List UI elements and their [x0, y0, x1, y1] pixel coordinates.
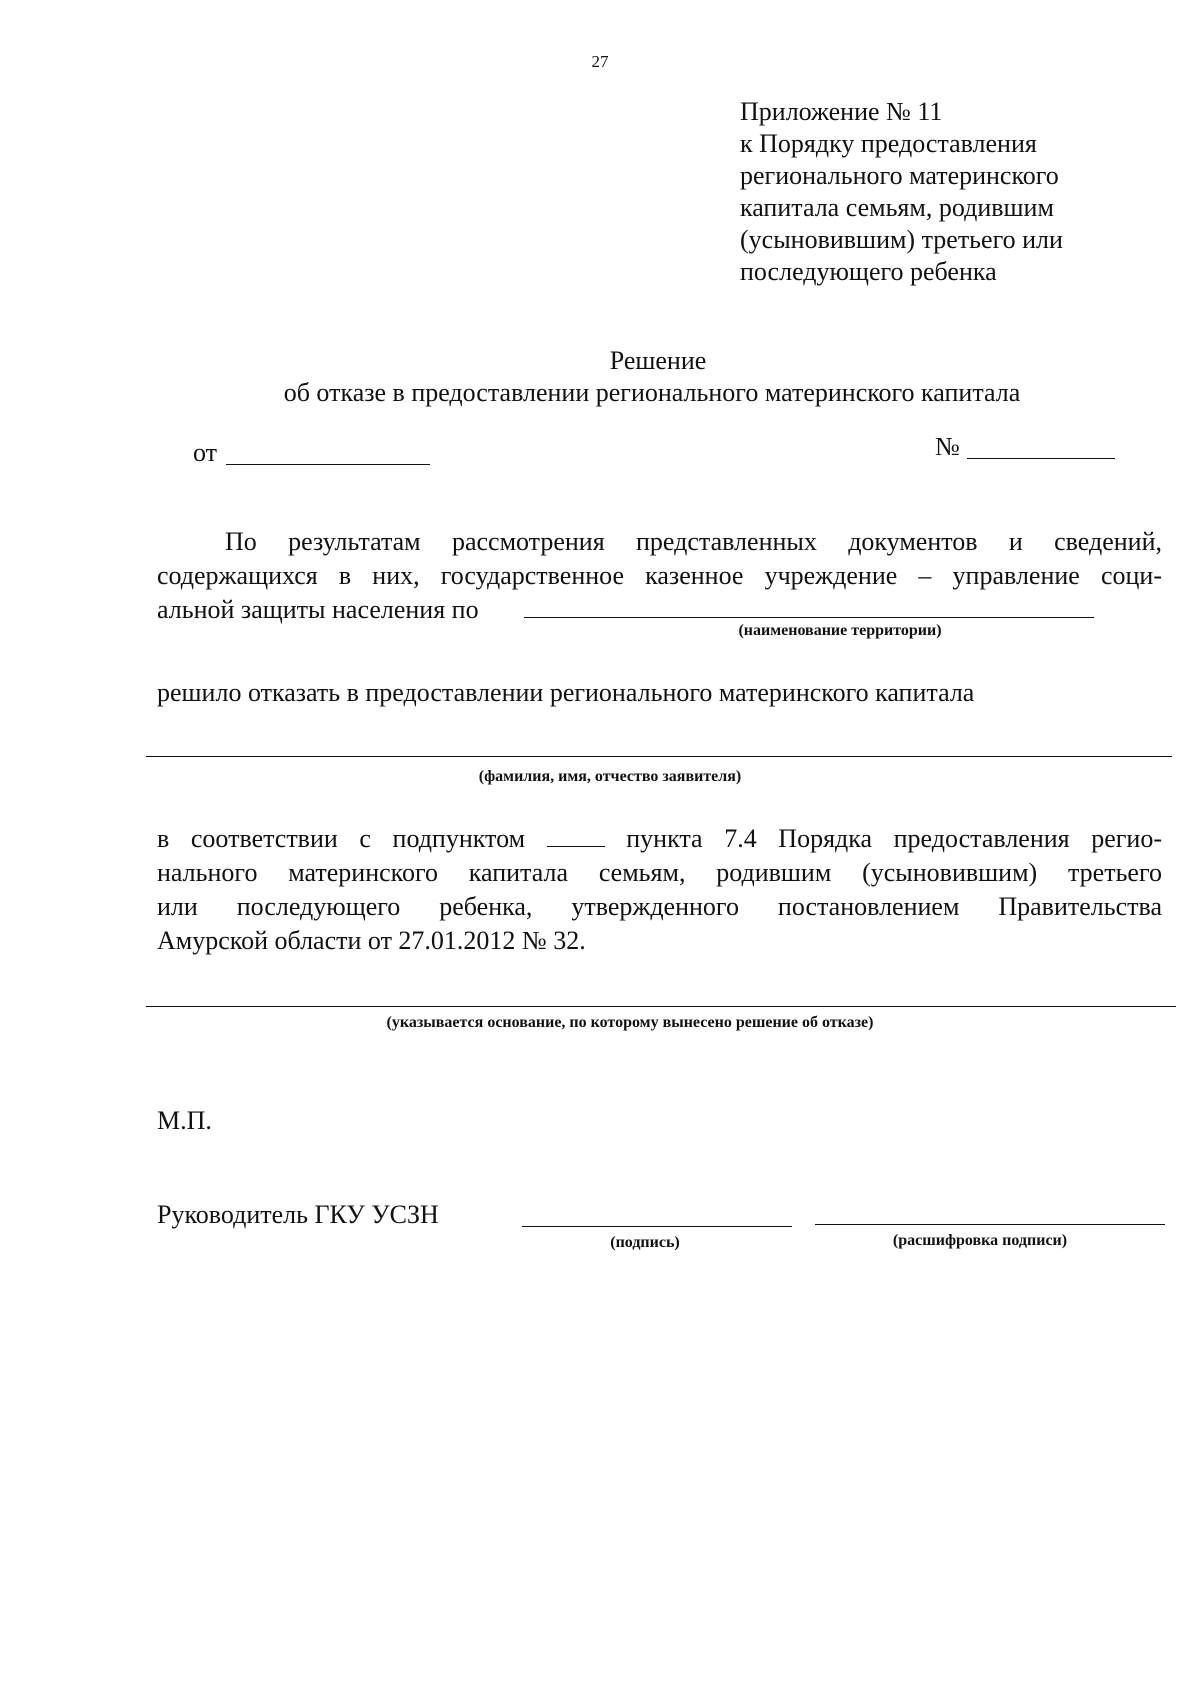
appendix-line: к Порядку предоставления — [740, 129, 1037, 158]
appendix-line: Приложение № 11 — [740, 97, 943, 126]
paragraph-line: или последующего ребенка, утвержденного постановлением Правительства — [157, 892, 1162, 921]
signature-decode-caption: (расшифровка подписи) — [892, 1232, 1068, 1249]
decision-text: решило отказать в предоставлении регионального материнского капитала — [157, 678, 975, 707]
basis-text-b: пункта 7.4 Порядка предоставления регио- — [626, 824, 1163, 853]
appendix-line: регионального материнского — [740, 161, 1059, 190]
paragraph-results — [157, 525, 1162, 627]
paragraph-line: альной защиты населения по — [157, 595, 479, 624]
basis-text-a: в соответствии с подпунктом — [157, 824, 526, 853]
territory-caption: (наименование территории) — [738, 622, 942, 639]
paragraph-basis — [157, 822, 1162, 958]
signature-caption: (подпись) — [610, 1234, 680, 1251]
document-title: Решение — [609, 346, 707, 375]
appendix-header — [740, 96, 1160, 288]
signatory-position: Руководитель ГКУ УСЗН — [157, 1200, 439, 1229]
number-field-line[interactable] — [967, 458, 1115, 459]
appendix-line: (усыновившим) третьего или — [740, 225, 1063, 254]
applicant-field-line[interactable] — [146, 756, 1172, 757]
document-subtitle: об отказе в предоставлении регионального материнского капитала — [283, 378, 1021, 407]
basis-field-line[interactable] — [146, 1006, 1176, 1007]
paragraph-line: По результатам рассмотрения представленных документов и сведений, — [225, 527, 1162, 556]
applicant-caption: (фамилия, имя, отчество заявителя) — [478, 768, 742, 785]
number-label: № — [935, 432, 960, 461]
stamp-label: М.П. — [157, 1106, 212, 1135]
page-number: 27 — [591, 52, 609, 71]
signature-field-line[interactable] — [522, 1226, 792, 1227]
from-label: от — [193, 438, 218, 467]
paragraph-line: Амурской области от 27.01.2012 № 32. — [157, 926, 586, 955]
subpoint-field-line[interactable] — [547, 826, 605, 847]
appendix-line: последующего ребенка — [740, 257, 997, 286]
signature-decode-field-line[interactable] — [815, 1224, 1165, 1225]
paragraph-line: содержащихся в них, государственное казенное учреждение – управление соци- — [157, 561, 1162, 590]
appendix-line: капитала семьям, родившим — [740, 193, 1054, 222]
paragraph-line — [157, 822, 1162, 856]
date-field-line[interactable] — [226, 464, 430, 465]
basis-caption: (указывается основание, по которому вынесено решение об отказе) — [386, 1014, 874, 1031]
territory-field-line[interactable] — [524, 617, 1094, 618]
paragraph-line: нального материнского капитала семьям, родившим (усыновившим) третьего — [157, 858, 1162, 887]
